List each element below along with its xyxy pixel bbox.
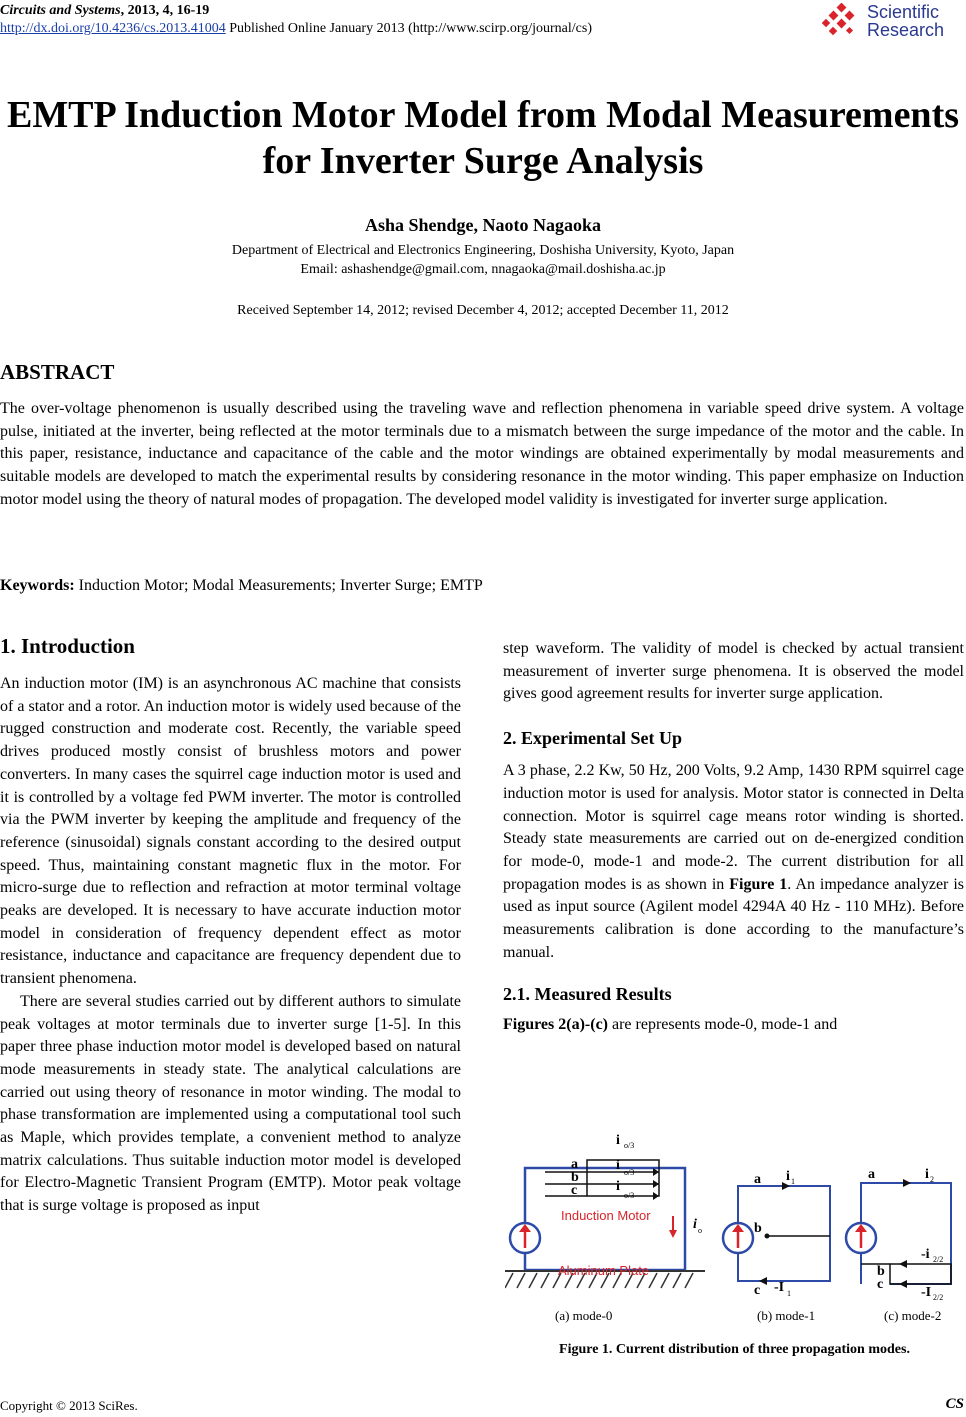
mode0-label-c: c <box>571 1183 578 1198</box>
mode1-label-b: b <box>754 1221 762 1236</box>
journal-volume: , 2013, 4, 16-19 <box>120 3 210 18</box>
mode2-label-c: c <box>877 1277 884 1292</box>
mode1-i1-sub: 1 <box>791 1177 795 1186</box>
journal-header <box>0 3 209 19</box>
published-info: Published Online January 2013 (http://www.scirp.org/journal/cs) <box>225 21 592 36</box>
mode0-io3-mid-sub: o/3 <box>624 1168 635 1177</box>
logo-text <box>867 3 944 39</box>
received-dates: Received September 14, 2012; revised December 4, 2012; accepted December 11, 2012 <box>237 303 729 318</box>
abstract-heading: ABSTRACT <box>0 360 115 384</box>
authors: Asha Shendge, Naoto Nagaoka <box>364 215 602 235</box>
keywords-label: Keywords: <box>0 577 75 594</box>
mode0-label-b: b <box>571 1170 579 1185</box>
figure-1 <box>505 1128 965 1303</box>
mode2-minus-I22-sub: 2/2 <box>933 1293 944 1302</box>
paper-title <box>0 92 966 184</box>
experimental-paragraph <box>503 760 964 964</box>
mode0-io: i <box>693 1217 697 1232</box>
intro-paragraph-2: There are several studies carried out by different authors to simulate peak voltages at motor terminals due to inverter surge [1-5]. In this paper three phase induction motor model is developed based on natural mode measurements in steady state. The analytical calculations are carried out using theory of resonance in motor winding. The modal to phase transformation are implemented using a computational tool such as Maple, which provides template, a convenient method to analyze matrix calculations. Thus suitable induction motor model is developed for Electro-Magnetic Transient Program (EMTP). Motor peak voltage that is surge voltage is proposed as input <box>0 992 461 1215</box>
mode2-minus-i22-sub: 2/2 <box>933 1255 944 1264</box>
caption-mode-1: (b) mode-1 <box>757 1308 816 1323</box>
mode0-io3-mid: i <box>616 1158 620 1173</box>
exp-text-b: . An impedance analyzer is used as input source (Agilent model 4294A 40 Hz - 110 MHz). Before measurements calibration is done according to the manufacture’s manual. <box>503 875 965 961</box>
mode0-io-sub: o <box>698 1226 702 1235</box>
mode2-minus-I22: -I <box>921 1285 932 1300</box>
logo-line1: Scientific <box>867 2 940 22</box>
mode0-label-a: a <box>571 1157 578 1172</box>
mode1-i1: i <box>786 1169 790 1184</box>
keywords-list: Induction Motor; Modal Measurements; Inverter Surge; EMTP <box>74 577 483 594</box>
caption-mode-2: (c) mode-2 <box>884 1308 942 1323</box>
right-column <box>503 638 964 1037</box>
left-column <box>0 633 461 1218</box>
section-heading-introduction: 1. Introduction <box>0 634 135 658</box>
doi-line <box>0 21 592 37</box>
logo-mark-icon <box>822 3 862 39</box>
exp-text-a: A 3 phase, 2.2 Kw, 50 Hz, 200 Volts, 9.2 Amp, 1430 RPM squirrel cage induction motor is used for analysis. Motor stator is connected in Delta connection. Motor is squirrel cage means rotor winding is shorted. Steady state measurements are carried out on de-energized condition for mode-0, mode-1 and mode-2. The current distribution for all propagation modes is as shown in <box>503 762 964 893</box>
mode2-label-b: b <box>877 1264 885 1279</box>
mode-1-circuit <box>723 1169 830 1298</box>
intro-paragraph-1: An induction motor (IM) is an asynchronous AC machine that consists of a stator and a rotor. An induction motor is widely used because of the rugged construction and moderate cost. Recently, the variable speed drives produced mostly consist of brushless motors and power converters. In many cases the squirrel cage induction motor is used and it is controlled by a voltage fed PWM inverter. The motor is controlled via the PWM inverter by keeping the amplitude and frequency of the reference (sinusoidal) signals constant according to the desired output speed. Thus, maintaining constant magnetic flux in the motor. For micro-surge due to reflection and refraction at motor terminal voltage peaks are developed. It is necessary to have accurate induction motor model in consideration of frequency dependent effect as motor resistance, inductance and capacitance are frequency dependent due to transient phenomena. <box>0 675 461 988</box>
mode1-label-c: c <box>754 1283 761 1298</box>
measured-results-paragraph <box>503 1014 964 1037</box>
title-line1: EMTP Induction Motor Model from Modal Measurements <box>6 94 960 136</box>
affiliation: Department of Electrical and Electronics Engineering, Doshisha University, Kyoto, Japan <box>231 243 735 258</box>
figure1-reference: Figure 1 <box>729 875 788 893</box>
email: Email: ashashendge@gmail.com, nnagaoka@mail.doshisha.ac.jp <box>300 262 666 277</box>
title-line2: for Inverter Surge Analysis <box>262 140 704 182</box>
journal-abbr: CS <box>945 1396 964 1412</box>
keywords <box>0 577 483 595</box>
logo-line2: Research <box>867 20 945 40</box>
affiliation-block <box>0 241 966 279</box>
mode0-io3-top: i <box>616 1133 620 1148</box>
mode0-io3-bot-sub: o/3 <box>624 1191 635 1200</box>
induction-motor-label: Induction Motor <box>561 1208 651 1223</box>
mode2-i2-sub: 2 <box>930 1175 934 1184</box>
measured-text: are represents mode-0, mode-1 and <box>608 1016 838 1034</box>
mode2-label-a: a <box>868 1167 875 1182</box>
copyright: Copyright © 2013 SciRes. <box>0 1398 138 1413</box>
doi-link[interactable]: http://dx.doi.org/10.4236/cs.2013.41004 <box>0 21 226 36</box>
figure2-reference: Figures 2(a)-(c) <box>503 1016 608 1034</box>
mode1-label-a: a <box>754 1172 761 1187</box>
section-heading-measured-results: 2.1. Measured Results <box>503 984 672 1005</box>
col2-paragraph-0: step waveform. The validity of model is checked by actual transient measurement of inverter surge phenomena. It is observed the model gives good agreement results for inverter surge application. <box>503 640 964 703</box>
current-distribution-diagram <box>505 1128 965 1303</box>
mode0-io3-top-sub: o/3 <box>624 1141 635 1150</box>
caption-mode-0: (a) mode-0 <box>555 1308 613 1323</box>
abstract-text: The over-voltage phenomenon is usually described using the traveling wave and reflection phenomena in variable speed drive system. A voltage pulse, initiated at the inverter, being reflected at the motor terminals due to a mismatch between the surge impedance of the motor and the cable. In this paper, resistance, inductance and capacitance of the cable and the motor windings are obtained experimentally by modal measurements and suitable models are developed to match the experimental results by considering resonance in the motor winding. This paper emphasize on Induction motor model using the theory of natural modes of propagation. The developed model validity is investigated for inverter surge application. <box>0 400 964 508</box>
mode1-minus-i1-sub: 1 <box>787 1289 791 1298</box>
figure-1-caption: Figure 1. Current distribution of three propagation modes. <box>559 1342 910 1357</box>
mode-0-circuit <box>505 1133 705 1288</box>
section-heading-experimental: 2. Experimental Set Up <box>503 728 682 749</box>
mode2-i2: i <box>925 1167 929 1182</box>
mode1-minus-i1: -I <box>774 1280 785 1295</box>
mode-2-circuit <box>846 1167 951 1302</box>
mode2-minus-i22: -i <box>921 1247 930 1262</box>
journal-name: Circuits and Systems <box>0 3 121 18</box>
scientific-research-logo <box>822 3 962 43</box>
mode0-io3-bot: i <box>616 1179 620 1194</box>
aluminum-plate-label: Aluminum Plate <box>558 1263 650 1278</box>
